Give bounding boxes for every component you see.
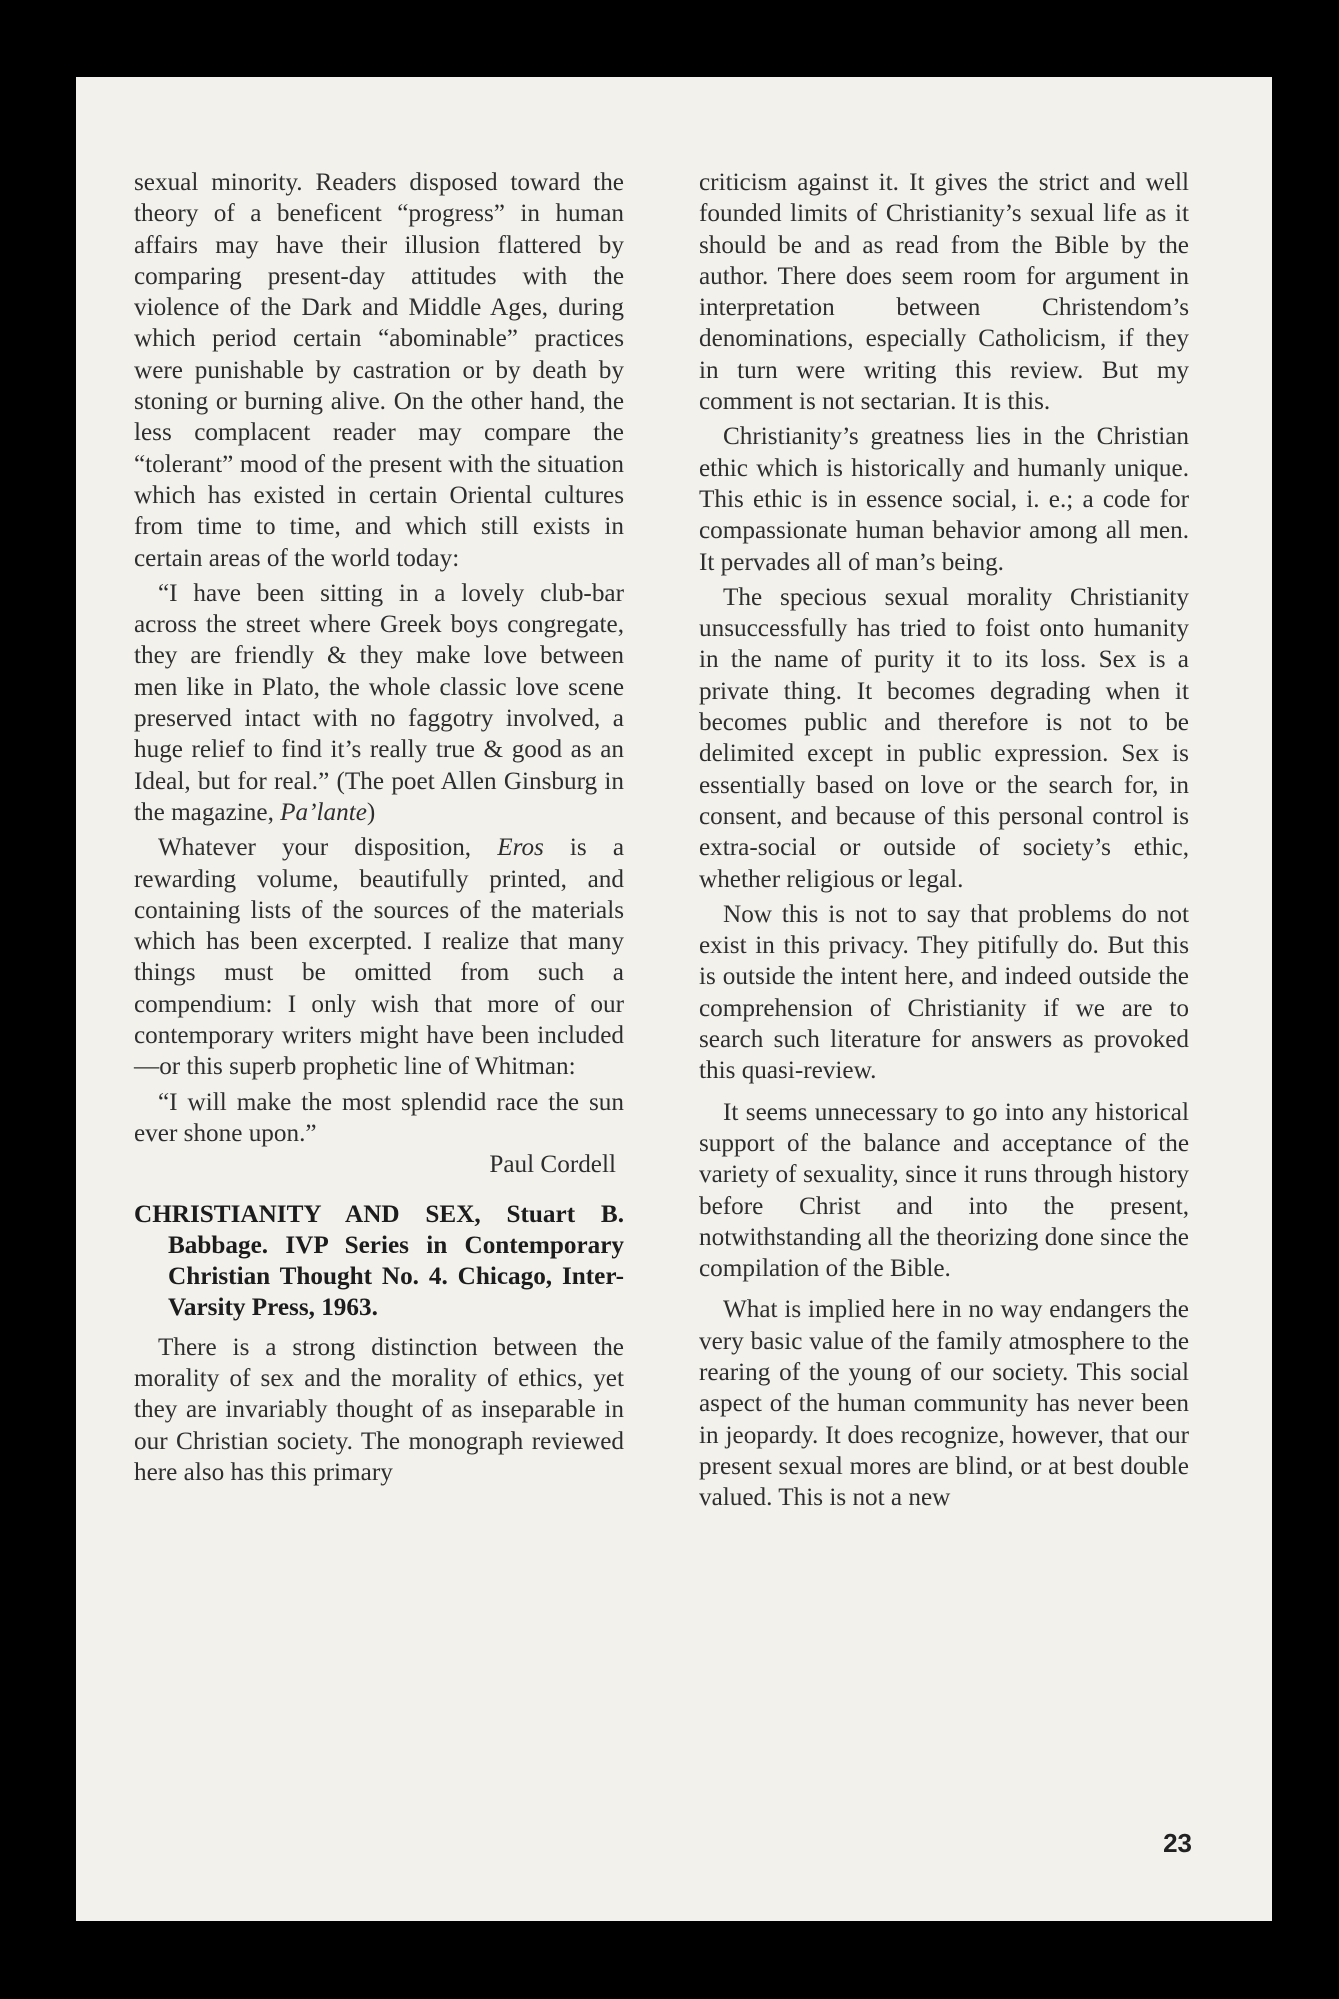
paragraph: The specious sexual morality Christianity unsuccessfully has tried to foist onto humanity in the name of purity it to its loss. Sex is a private thing. It becomes degrading when it becomes public and therefore is not to be delimited except in public expression. Sex is essentially based on love or the search for, in consent, and because of this personal control is extra-social or outside of society’s ethic, whether religious or legal. <box>699 583 1189 893</box>
left-column <box>134 167 624 1488</box>
magazine-title: Pa’lante <box>280 798 367 826</box>
paragraph: It seems unnecessary to go into any historical support of the balance and acceptance of the variety of sexuality, since it runs through history before Christ and into the present, notwithstanding all the theorizing done since the compilation of the Bible. <box>699 1098 1189 1283</box>
reviewer-signature: Paul Cordell <box>489 1151 616 1179</box>
book-title: Eros <box>497 834 544 862</box>
paragraph: criticism against it. It gives the strict and well founded limits of Christianity’s sexual life as it should be and as read from the Bible by the author. There does seem room for argument in interpretation between Christendom’s denominations, especially Catholicism, if they in turn were writing this review. But my comment is not sectarian. It is this. <box>699 169 1189 416</box>
quotation-ginsburg <box>134 578 624 828</box>
quote-close: ) <box>366 798 376 826</box>
book-page <box>76 77 1272 1921</box>
paragraph <box>134 832 624 1082</box>
quotation-whitman: “I will make the most splendid race the sun ever shone upon.” <box>134 1088 624 1147</box>
paragraph: There is a strong distinction between the morality of sex and the morality of ethics, yet they are invariably thought of as inseparable in our Christian society. The monograph reviewed here also has this primary <box>134 1333 624 1486</box>
paragraph: Christianity’s greatness lies in the Christian ethic which is historically and humanly unique. This ethic is in essence social, i. e.; a code for compassionate human behavior among all men. It pervades all of man’s being. <box>699 423 1189 576</box>
quote-text: “I have been sitting in a lovely club-bar across the street where Greek boys congregate, they are friendly & they make love between men like in Plato, the whole classic love scene preserved intact with no faggotry involved, a huge relief to find it’s really true & good as an Ideal, but for real.” (The poet Allen Ginsburg in the magazine, <box>134 579 624 826</box>
paragraph-rest: is a rewarding volume, beautifully printed, and containing lists of the sources of the materials which has been excerpted. I realize that many things must be omitted from such a compendium: I only wish that more of our contemporary writers might have been included—or this superb prophetic line of Whitman: <box>134 834 624 1081</box>
page-number: 23 <box>1163 1828 1192 1858</box>
paragraph: What is implied here in no way endangers the very basic value of the family atmosphere to the rearing of the young of our society. This social aspect of the human community has never been in jeopardy. It does recognize, however, that our present sexual mores are blind, or at best double valued. This is not a new <box>699 1296 1189 1512</box>
review-heading: CHRISTIANITY AND SEX, Stuart B. Babbage. IVP Series in Contemporary Christian Thought No. 4. Chicago, Inter-Varsity Press, 1963. <box>134 1200 624 1322</box>
right-column <box>699 167 1189 1513</box>
paragraph: sexual minority. Readers disposed toward the theory of a beneficent “progress” in human affairs may have their illusion flattered by comparing present-day attitudes with the violence of the Dark and Middle Ages, during which period certain “abominable” practices were punishable by castration or by death by stoning or burning alive. On the other hand, the less complacent reader may compare the “tolerant” mood of the present with the situation which has existed in certain Oriental cultures from time to time, and which still exists in certain areas of the world today: <box>134 169 624 572</box>
paragraph: Now this is not to say that problems do not exist in this privacy. They pitifully do. But this is outside the intent here, and indeed outside the comprehension of Christianity if we are to search such literature for answers as provoked this quasi-review. <box>699 900 1189 1085</box>
paragraph-start: Whatever your disposition, <box>158 834 498 862</box>
